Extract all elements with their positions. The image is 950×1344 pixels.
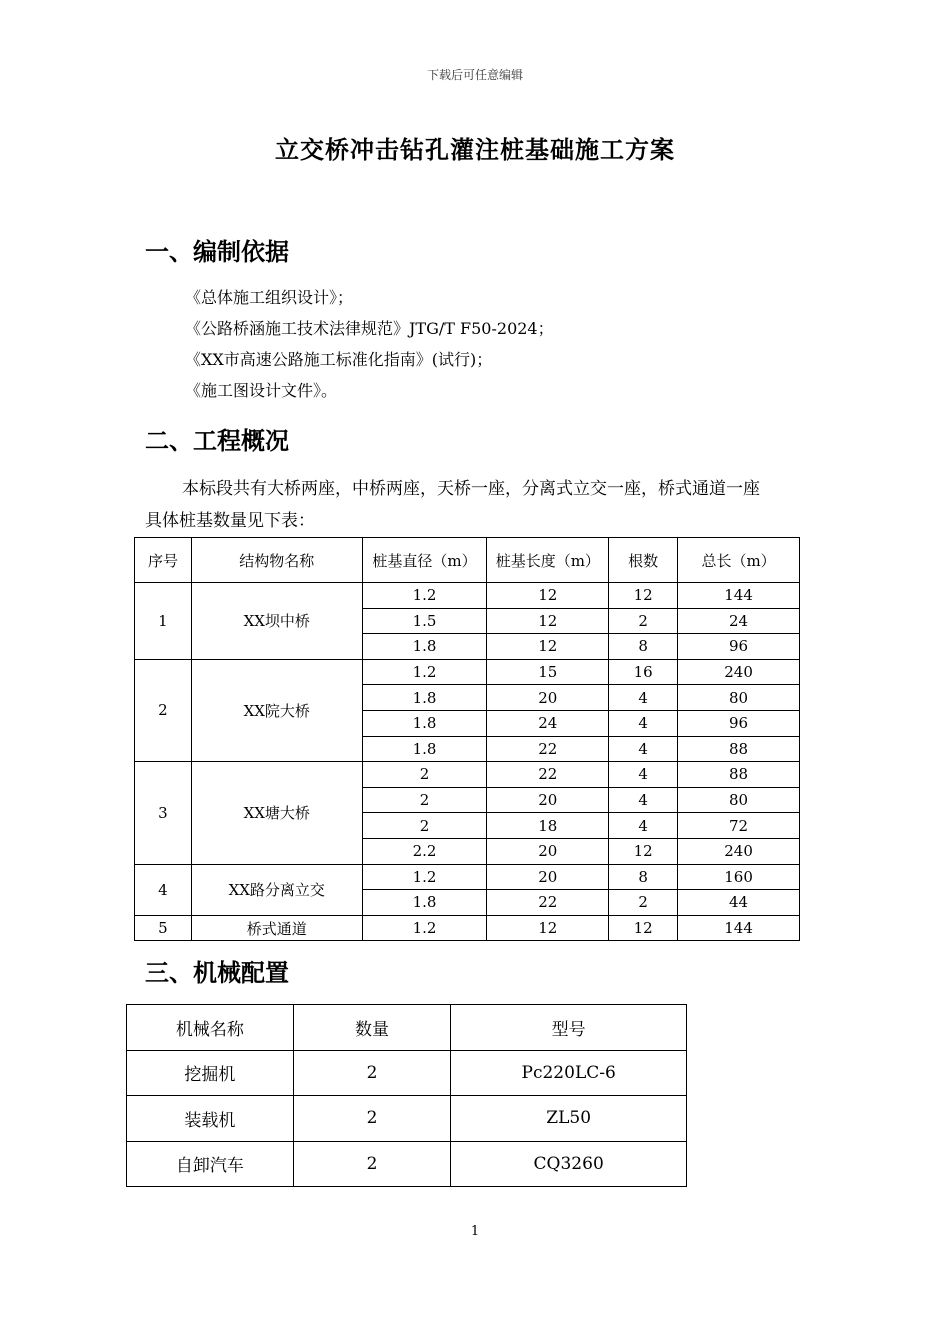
table-cell: 12	[609, 915, 678, 941]
machine-quantity: 2	[293, 1141, 451, 1187]
table-cell: 80	[678, 787, 800, 813]
table-cell: 22	[487, 736, 609, 762]
table-header-row	[135, 538, 800, 583]
table-row	[135, 583, 800, 609]
table-row	[135, 762, 800, 788]
table-cell: 1.2	[362, 864, 487, 890]
machine-quantity: 2	[293, 1096, 451, 1142]
table-cell: 144	[678, 915, 800, 941]
column-header: 总长（m）	[678, 538, 800, 583]
column-header: 根数	[609, 538, 678, 583]
table-cell: 12	[487, 634, 609, 660]
table-cell: 96	[678, 634, 800, 660]
table-cell: 24	[487, 710, 609, 736]
table-cell: 12	[609, 838, 678, 864]
document-title: 立交桥冲击钻孔灌注桩基础施工方案	[275, 136, 675, 164]
table-cell: 144	[678, 583, 800, 609]
table-cell: 1.2	[362, 915, 487, 941]
table-cell: 20	[487, 787, 609, 813]
row-number: 1	[135, 583, 192, 660]
table-cell: 8	[609, 634, 678, 660]
column-header: 数量	[293, 1005, 451, 1051]
basis-item: 《施工图设计文件》。	[185, 381, 338, 400]
basis-list	[185, 286, 554, 410]
table-cell: 12	[487, 608, 609, 634]
table-cell: 4	[609, 787, 678, 813]
overview-line: 本标段共有大桥两座，中桥两座，天桥一座，分离式立交一座，桥式通道一座	[182, 479, 760, 499]
table-cell: 1.8	[362, 710, 487, 736]
overview-line: 具体桩基数量见下表：	[145, 511, 315, 531]
section-heading-basis: 一、编制依据	[145, 238, 289, 266]
table-cell: 1.2	[362, 583, 487, 609]
table-cell: 22	[487, 762, 609, 788]
machine-model: Pc220LC-6	[451, 1050, 687, 1096]
table-row	[127, 1141, 687, 1187]
machine-model: ZL50	[451, 1096, 687, 1142]
column-header: 桩基直径（m）	[362, 538, 487, 583]
table-cell: 4	[609, 736, 678, 762]
structure-name: 桥式通道	[191, 915, 362, 941]
column-header: 结构物名称	[191, 538, 362, 583]
table-cell: 240	[678, 838, 800, 864]
table-cell: 18	[487, 813, 609, 839]
table-cell: 24	[678, 608, 800, 634]
machine-quantity: 2	[293, 1050, 451, 1096]
table-cell: 2	[362, 813, 487, 839]
structure-name: XX院大桥	[191, 659, 362, 761]
table-cell: 2	[362, 787, 487, 813]
machine-name: 挖掘机	[127, 1050, 294, 1096]
structure-name: XX塘大桥	[191, 762, 362, 864]
machine-name: 自卸汽车	[127, 1141, 294, 1187]
table-cell: 4	[609, 762, 678, 788]
table-cell: 16	[609, 659, 678, 685]
pile-foundation-table	[134, 537, 800, 941]
table-cell: 4	[609, 685, 678, 711]
header-note: 下载后可任意编辑	[426, 68, 523, 82]
table-row	[135, 915, 800, 941]
table-cell: 20	[487, 864, 609, 890]
table-row	[127, 1096, 687, 1142]
table-cell: 160	[678, 864, 800, 890]
table-cell: 22	[487, 890, 609, 916]
table-cell: 72	[678, 813, 800, 839]
table-cell: 1.2	[362, 659, 487, 685]
machine-name: 装载机	[127, 1096, 294, 1142]
table-cell: 15	[487, 659, 609, 685]
table-cell: 88	[678, 762, 800, 788]
structure-name: XX路分离立交	[191, 864, 362, 915]
page-number: 1	[470, 1224, 480, 1239]
row-number: 3	[135, 762, 192, 864]
table-cell: 2	[609, 890, 678, 916]
table-row	[135, 659, 800, 685]
basis-item: 《总体施工组织设计》；	[185, 288, 354, 307]
machinery-table	[126, 1004, 687, 1187]
table-cell: 8	[609, 864, 678, 890]
column-header: 机械名称	[127, 1005, 294, 1051]
table-row	[127, 1050, 687, 1096]
row-number: 4	[135, 864, 192, 915]
table-cell: 20	[487, 838, 609, 864]
table-cell: 12	[609, 583, 678, 609]
basis-item: 《XX市高速公路施工标准化指南》(试行)；	[185, 350, 493, 369]
table-cell: 88	[678, 736, 800, 762]
column-header: 桩基长度（m）	[487, 538, 609, 583]
column-header: 序号	[135, 538, 192, 583]
table-cell: 4	[609, 710, 678, 736]
section-heading-machinery: 三、机械配置	[145, 959, 289, 987]
table-cell: 2.2	[362, 838, 487, 864]
overview-paragraph	[145, 473, 815, 537]
table-cell: 1.8	[362, 685, 487, 711]
table-cell: 2	[362, 762, 487, 788]
structure-name: XX坝中桥	[191, 583, 362, 660]
table-cell: 80	[678, 685, 800, 711]
column-header: 型号	[451, 1005, 687, 1051]
table-cell: 240	[678, 659, 800, 685]
table-cell: 12	[487, 583, 609, 609]
table-cell: 1.5	[362, 608, 487, 634]
table-header-row	[127, 1005, 687, 1051]
basis-item: 《公路桥涵施工技术法律规范》JTG/T F50-2024；	[185, 319, 554, 338]
row-number: 5	[135, 915, 192, 941]
section-heading-overview: 二、工程概况	[145, 427, 289, 455]
row-number: 2	[135, 659, 192, 761]
table-cell: 1.8	[362, 634, 487, 660]
table-cell: 1.8	[362, 890, 487, 916]
table-cell: 2	[609, 608, 678, 634]
machine-model: CQ3260	[451, 1141, 687, 1187]
table-cell: 20	[487, 685, 609, 711]
table-cell: 44	[678, 890, 800, 916]
table-cell: 4	[609, 813, 678, 839]
table-row	[135, 864, 800, 890]
table-cell: 96	[678, 710, 800, 736]
table-cell: 1.8	[362, 736, 487, 762]
table-cell: 12	[487, 915, 609, 941]
